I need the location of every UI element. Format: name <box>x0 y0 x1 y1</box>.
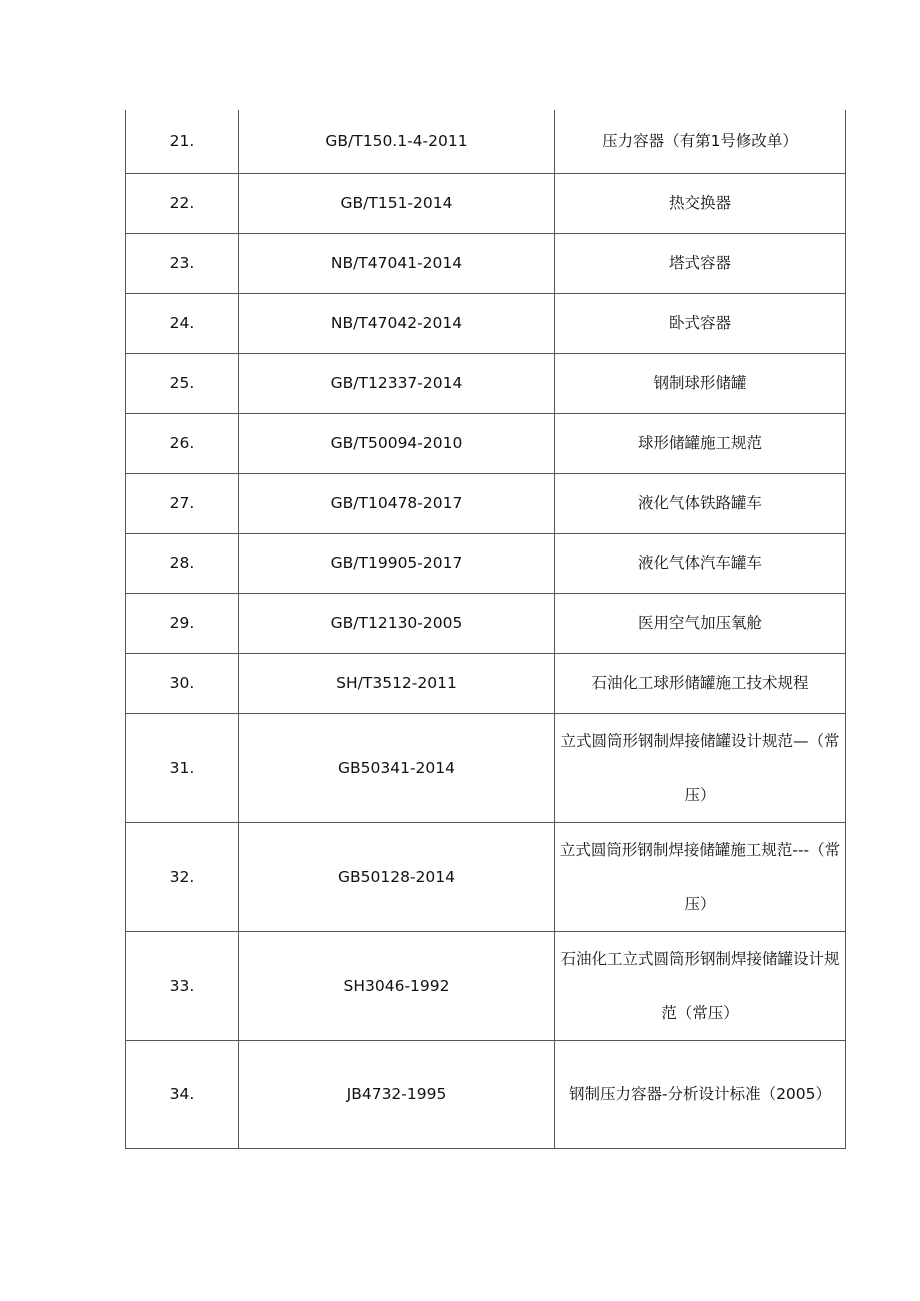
table-row <box>126 822 846 931</box>
standard-code: GB/T151-2014 <box>239 173 555 233</box>
row-number: 21. <box>126 110 239 173</box>
table-row <box>126 593 846 653</box>
row-number: 29. <box>126 593 239 653</box>
table-row <box>126 473 846 533</box>
standard-name: 石油化工立式圆筒形钢制焊接储罐设计规范（常压） <box>555 931 846 1040</box>
table-row <box>126 653 846 713</box>
standard-code: GB/T10478-2017 <box>239 473 555 533</box>
standard-name: 钢制压力容器-分析设计标准（2005） <box>555 1040 846 1148</box>
row-number: 28. <box>126 533 239 593</box>
standard-code: NB/T47041-2014 <box>239 233 555 293</box>
table-row <box>126 173 846 233</box>
table-row <box>126 353 846 413</box>
row-number: 30. <box>126 653 239 713</box>
row-number: 34. <box>126 1040 239 1148</box>
table-row <box>126 293 846 353</box>
standard-code: JB4732-1995 <box>239 1040 555 1148</box>
standard-name: 钢制球形储罐 <box>555 353 846 413</box>
table-row <box>126 931 846 1040</box>
standard-name: 液化气体铁路罐车 <box>555 473 846 533</box>
table-row <box>126 533 846 593</box>
standard-code: SH3046-1992 <box>239 931 555 1040</box>
row-number: 27. <box>126 473 239 533</box>
standard-code: NB/T47042-2014 <box>239 293 555 353</box>
standard-name: 卧式容器 <box>555 293 846 353</box>
standard-name: 塔式容器 <box>555 233 846 293</box>
standard-code: SH/T3512-2011 <box>239 653 555 713</box>
standard-code: GB/T150.1-4-2011 <box>239 110 555 173</box>
row-number: 25. <box>126 353 239 413</box>
table-row <box>126 413 846 473</box>
standard-name: 压力容器（有第1号修改单） <box>555 110 846 173</box>
standard-code: GB/T12337-2014 <box>239 353 555 413</box>
standard-name: 球形储罐施工规范 <box>555 413 846 473</box>
standard-code: GB/T12130-2005 <box>239 593 555 653</box>
row-number: 24. <box>126 293 239 353</box>
row-number: 33. <box>126 931 239 1040</box>
row-number: 23. <box>126 233 239 293</box>
standard-code: GB50341-2014 <box>239 713 555 822</box>
standards-table <box>125 110 846 1149</box>
table-row <box>126 1040 846 1148</box>
table-row <box>126 110 846 173</box>
standard-code: GB/T50094-2010 <box>239 413 555 473</box>
standard-name: 立式圆筒形钢制焊接储罐设计规范—（常压） <box>555 713 846 822</box>
row-number: 31. <box>126 713 239 822</box>
row-number: 32. <box>126 822 239 931</box>
standard-code: GB50128-2014 <box>239 822 555 931</box>
table-row <box>126 713 846 822</box>
standard-name: 医用空气加压氧舱 <box>555 593 846 653</box>
table-row <box>126 233 846 293</box>
standard-code: GB/T19905-2017 <box>239 533 555 593</box>
row-number: 26. <box>126 413 239 473</box>
row-number: 22. <box>126 173 239 233</box>
standard-name: 石油化工球形储罐施工技术规程 <box>555 653 846 713</box>
standard-name: 立式圆筒形钢制焊接储罐施工规范---（常压） <box>555 822 846 931</box>
standard-name: 热交换器 <box>555 173 846 233</box>
standard-name: 液化气体汽车罐车 <box>555 533 846 593</box>
